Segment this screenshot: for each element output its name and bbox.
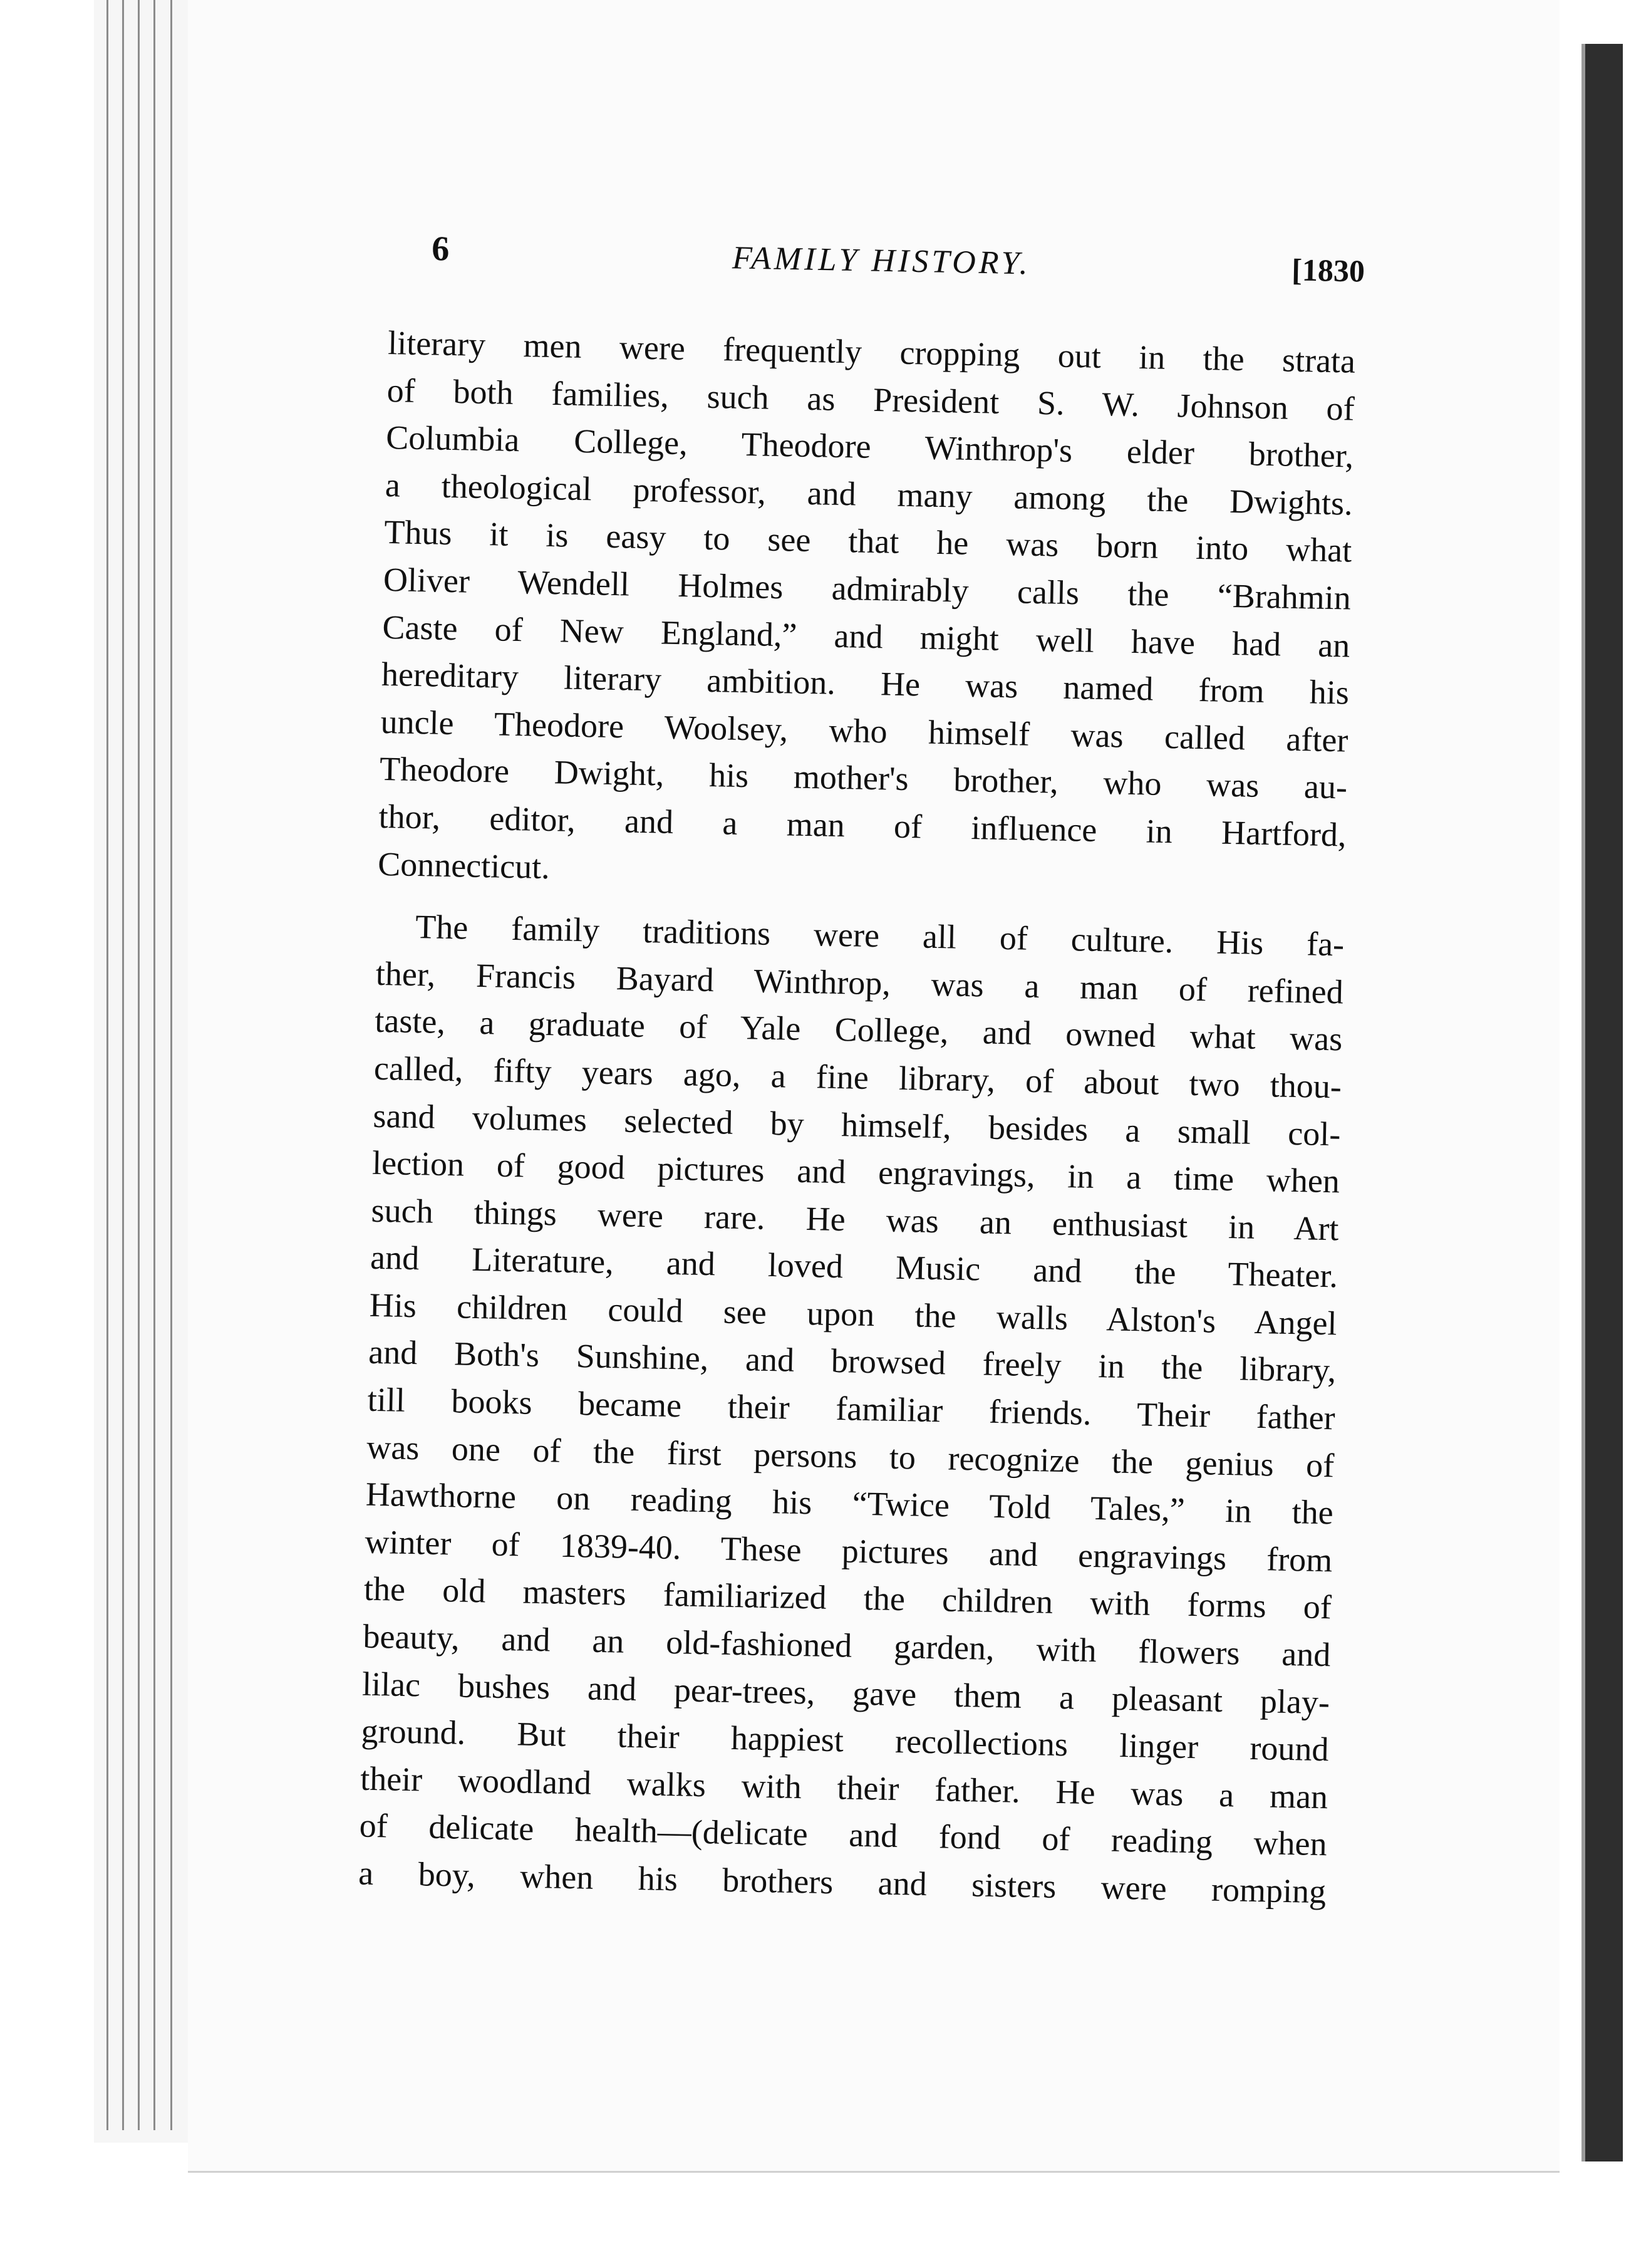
text-line: hereditary literary ambition. He was named from his — [381, 655, 1350, 712]
text-line: taste, a graduate of Yale College, and owned what was — [374, 1002, 1343, 1058]
text-line: of both families, such as President S. W. Johnson of — [386, 371, 1355, 428]
book-right-edge — [1581, 44, 1623, 2161]
page-edge-line — [138, 0, 140, 2130]
book-gutter — [94, 0, 189, 2143]
text-line: and Both's Sunshine, and browsed freely in the library, — [368, 1333, 1337, 1390]
text-line: Theodore Dwight, his mother's brother, who was au- — [379, 750, 1348, 806]
text-line: a theological professor, and many among the Dwights. — [385, 466, 1354, 523]
running-head: FAMILY HISTORY. — [732, 240, 1032, 282]
text-line: called, fifty years ago, a fine library, of about two thou- — [373, 1049, 1342, 1106]
text-line: and Literature, and loved Music and the Theater. — [370, 1239, 1338, 1295]
page-edge-line — [153, 0, 155, 2130]
text-line: of delicate health—(delicate and fond of reading when — [359, 1806, 1328, 1863]
text-line: Caste of New England,” and might well have had an — [382, 608, 1350, 665]
text-line: Thus it is easy to see that he was born into what — [383, 513, 1352, 570]
text-line: lilac bushes and pear-trees, gave them a pleasant play- — [361, 1665, 1330, 1721]
text-line: Hawthorne on reading his “Twice Told Tales,” in the — [365, 1475, 1334, 1532]
text-line: their woodland walks with their father. He was a man — [360, 1759, 1328, 1816]
text-line: sand volumes selected by himself, besides a small col- — [373, 1096, 1341, 1153]
page-edge-line — [170, 0, 172, 2130]
text-line: His children could see upon the walls Alston's Angel — [369, 1286, 1338, 1343]
text-line: uncle Theodore Woolsey, who himself was called after — [380, 702, 1348, 759]
text-line: the old masters familiarized the children with forms of — [363, 1570, 1332, 1626]
text-line: was one of the first persons to recognize the genius of — [366, 1428, 1335, 1484]
text-line: winter of 1839-40. These pictures and engravings from — [364, 1522, 1333, 1579]
page-edge-line — [122, 0, 124, 2130]
text-line: Columbia College, Theodore Winthrop's elder brother, — [385, 419, 1354, 475]
text-line: such things were rare. He was an enthusiast in Art — [371, 1191, 1339, 1248]
text-line: a boy, when his brothers and sisters were romping — [358, 1854, 1327, 1911]
text-line: Connecticut. — [377, 845, 551, 886]
body-text — [358, 320, 1356, 1916]
text-line: thor, editor, and a man of influence in Hartford, — [378, 797, 1347, 854]
page-edge-line — [106, 0, 108, 2130]
text-line: ground. But their happiest recollections linger round — [361, 1712, 1330, 1769]
text-line: beauty, and an old-fashioned garden, with flowers and — [363, 1617, 1331, 1674]
text-line: literary men were frequently cropping out in the strata — [387, 323, 1356, 380]
text-line: till books became their familiar friends. Their father — [367, 1380, 1336, 1437]
text-line: Oliver Wendell Holmes admirably calls the “Brahmin — [383, 560, 1352, 617]
page-number: 6 — [431, 229, 450, 269]
year-marker: [1830 — [1291, 252, 1365, 289]
text-line: ther, Francis Bayard Winthrop, was a man of refined — [375, 954, 1344, 1011]
text-line: lection of good pictures and engravings, in a time when — [371, 1143, 1340, 1200]
text-line: The family traditions were all of culture. His fa- — [415, 908, 1345, 964]
